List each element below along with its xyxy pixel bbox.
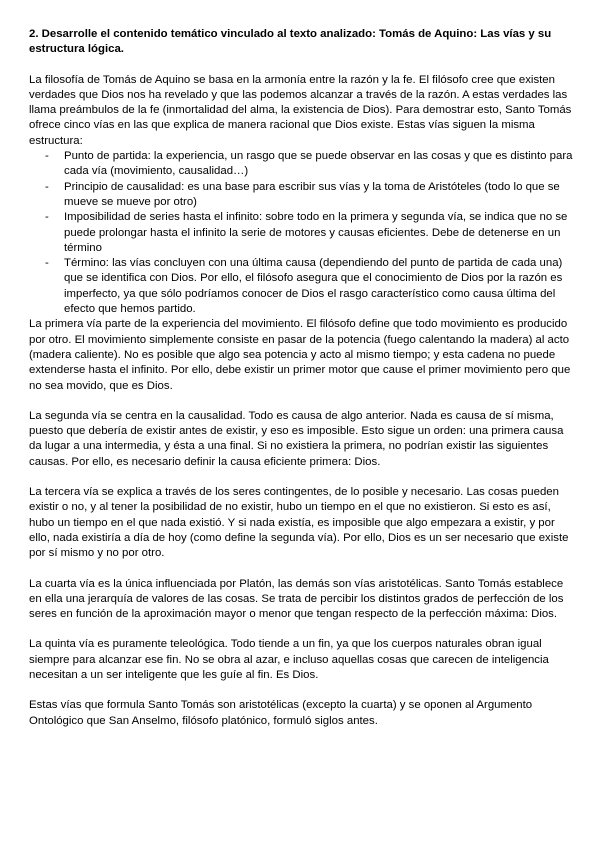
list-item (29, 210, 575, 256)
third-way-paragraph: La tercera vía se explica a través de los seres contingentes, de lo posible y necesario. Las cosas pueden existir o no, y al tener la posibilidad de no existir, hubo un tiempo en el que no existieron. Si esto es así, hubo un tiempo en el que nada existió. Y si nada existía, es imposible que algo empezara a existir, y por ello, nada existiría a día de hoy (como define la segunda vía). Por ello, Dios es un ser necesario que existe por sí mismo y no por otro. (29, 486, 569, 560)
list-item-text: Término: las vías concluyen con una última causa (dependiendo del punto de partida de cada una) que se identifica con Dios. Por ello, el filósofo asegura que el conocimiento de Dios por la razón es imperfecto, ya que sólo podríamos conocer de Dios el rasgo característico como causa última del efecto que hemos partido. (64, 257, 563, 316)
list-bullet: - (45, 150, 49, 163)
list-bullet: - (45, 257, 49, 270)
fourth-way-paragraph: La cuarta vía es la única influenciada por Platón, las demás son vías aristotélicas. Santo Tomás establece en ella una jerarquía de valores de las cosas. Se trata de percibir los distintos grados de perfección de los seres en función de la aproximación mayor o menor que tengan respecto de la perfección máxima: Dios. (29, 577, 564, 621)
fifth-way-paragraph: La quinta vía es puramente teleológica. Todo tiende a un fin, ya que los cuerpos naturales obran igual siempre para alcanzar ese fin. No se obra al azar, e incluso aquellas cosas que carecen de inteligencia necesitan a un ser inteligente que les guíe al fin. Es Dios. (29, 638, 549, 681)
first-way-paragraph: La primera vía parte de la experiencia del movimiento. El filósofo define que todo movimiento es producido por otro. El movimiento simplemente consiste en pasar de la potencia (fuego calentando la madera) al acto (madera caliente). No es posible que algo sea potencia y acto al mismo tiempo; y esta cadena no puede extenderse hasta el infinito. Por ello, debe existir un primer motor que cause el primer movimiento pero que no sea movido, que es Dios. (29, 318, 571, 392)
list-item-text: Imposibilidad de series hasta el infinito: sobre todo en la primera y segunda vía, se indica que no se puede prolongar hasta el infinito la serie de motores y causas eficientes. Debe de detenerse en un término (64, 211, 568, 254)
list-item-text: Principio de causalidad: es una base para escribir sus vías y la toma de Aristóteles (todo lo que se mueve se mueve por otro) (64, 180, 560, 208)
document-page (29, 27, 575, 729)
list-bullet: - (45, 211, 49, 224)
list-item-text: Punto de partida: la experiencia, un rasgo que se puede observar en las cosas y que es distinto para cada vía (movimiento, causalidad…) (64, 150, 573, 178)
list-item (29, 149, 575, 180)
list-bullet: - (45, 180, 49, 193)
list-item (29, 180, 575, 211)
section-heading: 2. Desarrolle el contenido temático vinculado al texto analizado: Tomás de Aquino: Las vías y su estructura lógica. (29, 28, 552, 56)
structure-list (29, 149, 575, 317)
intro-paragraph: La filosofía de Tomás de Aquino se basa en la armonía entre la razón y la fe. El filósofo cree que existen verdades que Dios nos ha revelado y que las podemos alcanzar a través de la razón. A estas verdades las llama preámbulos de la fe (inmortalidad del alma, la existencia de Dios). Para demostrar esto, Santo Tomás ofrece cinco vías en las que explica de manera racional que Dios existe. Estas vías siguen la misma estructura: (29, 73, 572, 147)
second-way-paragraph: La segunda vía se centra en la causalidad. Todo es causa de algo anterior. Nada es causa de sí misma, puesto que debería de existir antes de existir, y eso es imposible. Esto sigue un orden: una primera causa da lugar a una intermedia, y ésta a una final. Si no existiera la primera, no podrían existir las siguientes causas. Por ello, es necesario definir la causa eficiente primera: Dios. (29, 409, 564, 468)
list-item (29, 256, 575, 317)
conclusion-paragraph: Estas vías que formula Santo Tomás son aristotélicas (excepto la cuarta) y se oponen al Argumento Ontológico que San Anselmo, filósofo platónico, formuló siglos antes. (29, 699, 533, 727)
